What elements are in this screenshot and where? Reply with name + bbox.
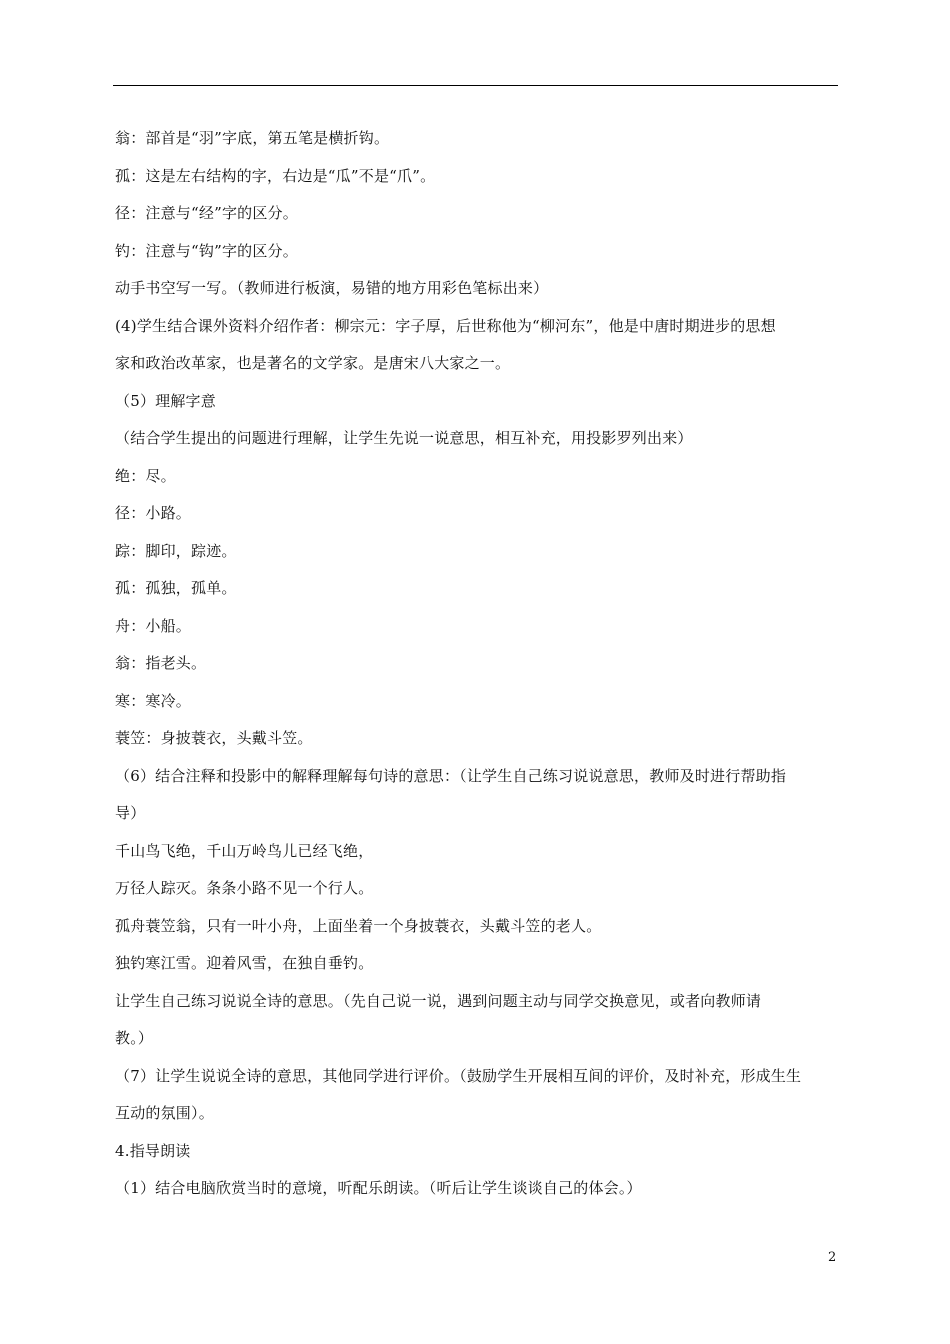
text-line: 导）: [115, 804, 146, 822]
text-line: 翁：部首是“羽”字底，第五笔是横折钩。: [115, 129, 390, 147]
text-line: 家和政治改革家，也是著名的文学家。是唐宋八大家之一。: [115, 354, 511, 372]
text-line: （结合学生提出的问题进行理解，让学生先说一说意思，相互补充，用投影罗列出来）: [115, 429, 693, 447]
text-line: 动手书空写一写。（教师进行板演，易错的地方用彩色笔标出来）: [115, 279, 549, 297]
text-line: 寒：寒冷。: [115, 691, 192, 710]
page-number: 2: [828, 1250, 837, 1265]
text-line: 互动的氛围）。: [115, 1104, 214, 1122]
text-line: 径：小路。: [115, 504, 192, 522]
document-body: [115, 120, 837, 1208]
text-line: 绝：尽。: [115, 466, 176, 485]
text-line: (4)学生结合课外资料介绍作者：柳宗元：字子厚，后世称他为“柳河东”，他是中唐时期进步的思想: [115, 316, 776, 335]
text-line: 踪：脚印，踪迹。: [115, 541, 237, 560]
text-line: 孤舟蓑笠翁，只有一叶小舟，上面坐着一个身披蓑衣，头戴斗笠的老人。: [115, 916, 602, 935]
header-rule: [113, 85, 838, 86]
text-line: 径：注意与“经”字的区分。: [115, 204, 298, 222]
text-line: （6）结合注释和投影中的解释理解每句诗的意思：（让学生自己练习说说意思，教师及时进行帮助指: [115, 766, 787, 785]
text-line: 翁：指老头。: [115, 654, 207, 672]
text-line: 让学生自己练习说说全诗的意思。（先自己说一说，遇到问题主动与同学交换意见，或者向教师请: [115, 991, 762, 1010]
text-line: 钓：注意与“钩”字的区分。: [115, 241, 298, 260]
text-line: （7）让学生说说全诗的意思，其他同学进行评价。（鼓励学生开展相互间的评价，及时补充，形成生生: [115, 1066, 802, 1085]
text-line: 教。）: [115, 1029, 154, 1047]
text-line: 舟：小船。: [115, 616, 192, 635]
text-line: 万径人踪灭。条条小路不见一个行人。: [115, 879, 374, 897]
section-heading: （5）理解字意: [115, 391, 216, 410]
text-line: 蓑笠：身披蓑衣，头戴斗笠。: [115, 729, 313, 747]
text-line: （1）结合电脑欣赏当时的意境，听配乐朗读。（听后让学生谈谈自己的体会。）: [115, 1179, 642, 1197]
section-heading: 4.指导朗读: [115, 1141, 191, 1160]
text-line: 孤：孤独，孤单。: [115, 579, 237, 597]
text-line: 千山鸟飞绝，千山万岭鸟儿已经飞绝，: [115, 841, 374, 860]
text-line: 孤：这是左右结构的字，右边是“瓜”不是“爪”。: [115, 166, 436, 185]
text-line: 独钓寒江雪。迎着风雪，在独自垂钓。: [115, 954, 374, 972]
